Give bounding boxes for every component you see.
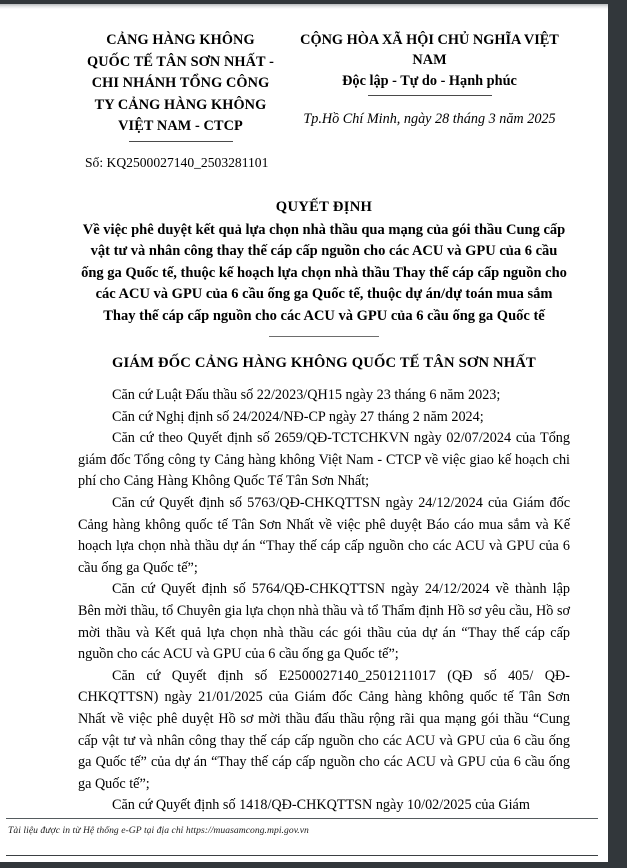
organization-line-4: TY CẢNG HÀNG KHÔNG (94, 96, 267, 113)
republic-title: CỘNG HÒA XÃ HỘI CHỦ NGHĨA VIỆT NAM (300, 32, 559, 68)
organization-line-2: QUỐC TẾ TÂN SƠN NHẤT - (87, 53, 274, 70)
decision-subject: Về việc phê duyệt kết quả lựa chọn nhà thầu qua mạng của gói thầu Cung cấp vật tư và nhân công thay thế cáp cấp nguồn cho các ACU và GPU của 6 cầu ống ga Quốc tế, thuộc kế hoạch lựa chọn nhà thầu Thay thế cáp cấp nguồn cho các ACU và GPU của 6 cầu ống ga Quốc tế, thuộc dự án/dự toán mua sắm Thay thế cáp cấp nguồn cho các ACU và GPU của 6 cầu ống ga Quốc tế (81, 221, 567, 324)
document-number: Số: KQ2500027140_2503281101 (85, 154, 269, 170)
decision-title-block (78, 197, 570, 338)
document-page (0, 4, 608, 862)
body-paragraph: Căn cứ Nghị định số 24/2024/NĐ-CP ngày 27 tháng 2 năm 2024; (112, 408, 484, 425)
page-content (0, 4, 608, 817)
organization-line-3: CHI NHÁNH TỔNG CÔNG (91, 75, 270, 91)
organization-underline (129, 141, 233, 142)
footer-note: Tài liệu được in từ Hệ thống e-GP tại địa chỉ https://muasamcong.mpi.gov.vn (8, 825, 309, 836)
page-footer (0, 818, 608, 856)
place-and-date: Tp.Hồ Chí Minh, ngày 28 tháng 3 năm 2025 (303, 111, 556, 127)
body-paragraph: Căn cứ Luật Đấu thầu số 22/2023/QH15 ngày 23 tháng 6 năm 2023; (112, 387, 501, 403)
title-underline (269, 336, 379, 337)
organization-line-1: CẢNG HÀNG KHÔNG (106, 32, 255, 48)
national-motto: Độc lập - Tự do - Hạnh phúc (342, 73, 517, 89)
issuing-organization-block (78, 30, 283, 142)
national-heading-block (283, 30, 570, 129)
body-paragraph: Căn cứ Quyết định số 5763/QĐ-CHKQTTSN ngày 24/12/2024 của Giám đốc Cảng hàng không quốc tế Tân Sơn Nhất về việc phê duyệt Báo cáo mua sắm và Kế hoạch lựa chọn nhà thầu dự án “Thay thế cáp cấp nguồn cho các ACU và GPU của 6 cầu ống ga Quốc tế”; (78, 494, 570, 576)
organization-line-5: VIỆT NAM - CTCP (118, 118, 243, 134)
issuer-line: GIÁM ĐỐC CẢNG HÀNG KHÔNG QUỐC TẾ TÂN SƠN NHẤT (111, 355, 536, 371)
document-body (78, 385, 570, 817)
document-header (78, 30, 570, 142)
body-paragraph: Căn cứ theo Quyết định số 2659/QĐ-TCTCHKVN ngày 02/07/2024 của Tổng giám đốc Tổng công ty Cảng hàng không Việt Nam - CTCP về việc giao kế hoạch chi phí cho Cảng Hàng Không Quốc Tế Tân Sơn Nhất; (78, 430, 570, 490)
body-paragraph: Căn cứ Quyết định số 1418/QĐ-CHKQTTSN ngày 10/02/2025 của Giám (112, 797, 530, 814)
decision-heading: QUYẾT ĐỊNH (275, 198, 373, 215)
footer-top-divider (6, 818, 598, 819)
footer-bottom-divider (6, 855, 598, 856)
motto-underline (368, 95, 492, 96)
body-paragraph: Căn cứ Quyết định số 5764/QĐ-CHKQTTSN ngày 24/12/2024 về thành lập Bên mời thầu, tổ Chuyên gia lựa chọn nhà thầu và tổ Thẩm định Hồ sơ yêu cầu, Hồ sơ mời thầu và Kết quả lựa chọn nhà thầu các gói thầu của dự án “Thay thế cáp cấp nguồn cho các ACU và GPU của 6 cầu ống ga Quốc tế”; (78, 581, 570, 663)
body-paragraph: Căn cứ Quyết định số E2500027140_2501211017 (QĐ số 405/ QĐ-CHKQTTSN) ngày 21/01/2025 của Giám đốc Cảng hàng không quốc tế Tân Sơn Nhất về việc phê duyệt Hồ sơ mời thầu đấu thầu rộng rãi qua mạng gói thầu “Cung cấp vật tư và nhân công thay thế cáp cấp nguồn cho các ACU và GPU của 6 cầu ống ga Quốc tế” của dự án “Thay thế cáp cấp nguồn cho các ACU và GPU của 6 cầu ống ga Quốc tế”; (78, 667, 570, 792)
